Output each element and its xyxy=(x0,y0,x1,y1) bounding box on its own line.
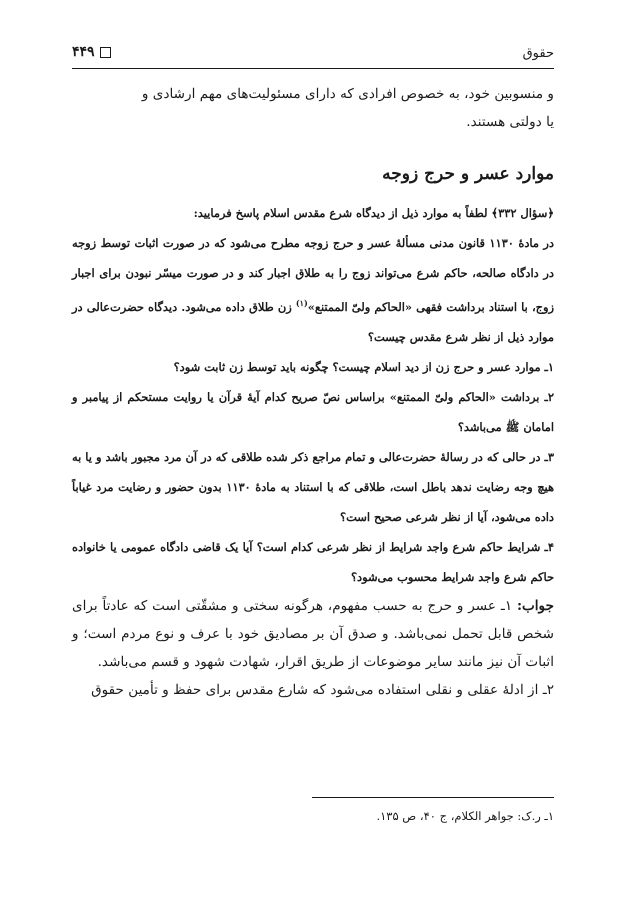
running-title: حقوق xyxy=(522,46,554,61)
question-item: ۴ـ شرایط حاکم شرع واجد شرایط از نظر شرعی کدام است؟ آیا یک قاضی دادگاه عمومی یا خانواده حاکم شرع واجد شرایط محسوب می‌شود؟ xyxy=(72,539,554,584)
header-divider xyxy=(72,68,554,69)
page-header xyxy=(72,44,554,68)
answer-paragraph-1 xyxy=(72,592,554,676)
question-header xyxy=(72,198,554,228)
question-item: ۲ـ برداشت «الحاکم ولیّ الممتنع» براساس نصّ صریح کدام آیهٔ قرآن یا روایت مستحکم از پیامبر و امامان ﷺ می‌باشد؟ xyxy=(72,389,554,434)
answer-text-1: ۱ـ عسر و حرج به حسب مفهوم، هرگونه سختی و مشقّتی است که عادتاً برای شخص قابل تحمل نمی‌باشد. و صدق آن بر مصادیق خود با عرف و نوع مردم است؛ و اثبات آن نیز مانند سایر موضوعات از طریق اقرار، شهادت شهود و قسم می‌باشد. xyxy=(72,597,554,670)
page-number-group xyxy=(72,44,111,60)
footnote-divider xyxy=(312,797,554,798)
question-item: ۱ـ موارد عسر و حرج زن از دید اسلام چیست؟ چگونه باید توسط زن ثابت شود؟ xyxy=(173,359,554,374)
question-intro: لطفاً به موارد ذیل از دیدگاه شرع مقدس اسلام پاسخ فرمایید: xyxy=(193,206,488,220)
footnote-ref: (۱) xyxy=(295,298,308,308)
question-body-text: در مادهٔ ۱۱۳۰ قانون مدنی مسألهٔ عسر و حرج زوجه مطرح می‌شود که در صورت اثبات توسط زوجه در دادگاه صالحه، حاکم شرع می‌تواند زوج را به طلاق اجبار کند و در صورت میسّر نبودن برای اجبار زوج، با استناد برداشت فقهی «الحاکم ولیّ الممتنع» xyxy=(72,236,554,314)
close-bracket: ﴾ xyxy=(491,206,499,220)
open-bracket: ﴿ xyxy=(547,206,554,220)
question-body xyxy=(72,228,554,352)
question-label: سؤال ۳۳۲ xyxy=(498,206,548,220)
page-number: ۴۴۹ xyxy=(72,44,95,60)
intro-line-1: و منسوبین خود، به خصوص افرادی که دارای مسئولیت‌های مهم ارشادی و xyxy=(141,86,554,102)
question-item: ۳ـ در حالی که در رسالهٔ حضرت‌عالی و تمام مراجع ذکر شده طلاقی که در آن مرد مجبور باشد و یا به هیچ وجه رضایت ندهد باطل است، طلاقی که با استناد به مادهٔ ۱۱۳۰ بدون حضور و رضایت مرد غیاباً داده می‌شود، آیا از نظر شرعی صحیح است؟ xyxy=(72,449,554,524)
main-text xyxy=(72,80,554,704)
footnote: ۱ـ ر.ک: جواهر الکلام، ج ۴۰، ص ۱۳۵. xyxy=(376,809,554,823)
answer-paragraph-2: ۲ـ از ادلهٔ عقلی و نقلی استفاده می‌شود که شارع مقدس برای حفظ و تأمین حقوق xyxy=(91,681,554,698)
section-title: موارد عسر و حرج زوجه xyxy=(382,164,554,184)
question-body-end: زن طلاق داده می‌شود. دیدگاه حضرت‌عالی در موارد ذیل از نظر شرع مقدس چیست؟ xyxy=(72,299,554,344)
square-ornament-icon xyxy=(100,47,111,58)
intro-paragraph xyxy=(72,80,554,136)
answer-label: جواب: xyxy=(516,597,554,614)
intro-line-2: یا دولتی هستند. xyxy=(466,114,554,130)
